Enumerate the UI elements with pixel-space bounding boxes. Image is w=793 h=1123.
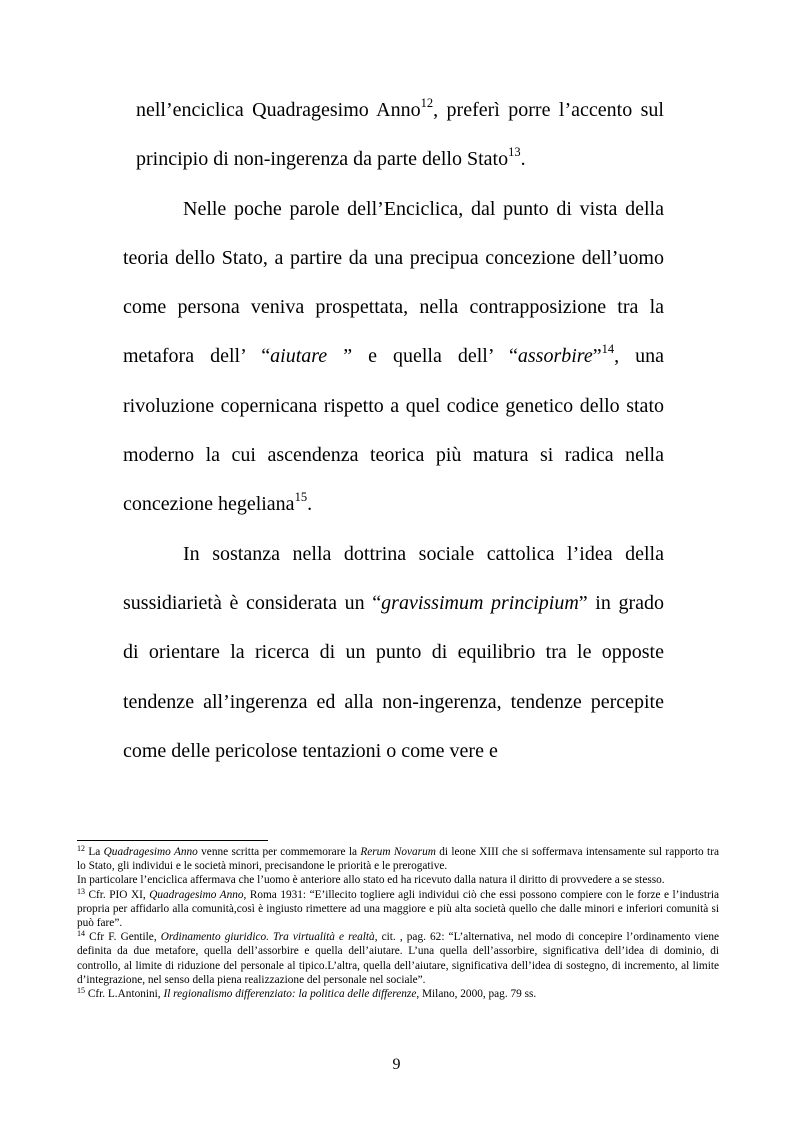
text-run: , Milano, 2000, pag. 79 ss. bbox=[416, 988, 537, 1001]
footnote-separator bbox=[77, 840, 268, 841]
text-run: nell’enciclica Quadragesimo Anno bbox=[136, 99, 421, 121]
footnote-14 bbox=[77, 930, 719, 987]
italic-title: Quadragesimo Anno bbox=[103, 846, 198, 858]
italic-title: Il regionalismo differenziato: la politica delle differenze bbox=[163, 988, 417, 1001]
text-run: , Roma 1931: “E’illecito togliere agli individui ciò che essi possono compiere con le forze e l’industria propria per affidarlo alla comunità,così è ingiusto rimettere ad una maggiore e più alta società quello che dalle minori e inferiori comunità si può fare”. bbox=[77, 888, 719, 930]
footnote-ref-15: 15 bbox=[294, 490, 308, 505]
text-run: Cfr. L.Antonini, bbox=[85, 988, 164, 1001]
footnote-number: 13 bbox=[77, 886, 85, 896]
text-run: ” in grado di orientare la ricerca di un punto di equilibrio tra le opposte tendenze all’ingerenza ed alla non-ingerenza, tendenze percepite come delle pericolose tentazioni o come vere e bbox=[123, 591, 665, 762]
paragraph-2 bbox=[123, 185, 664, 530]
text-run: , una rivoluzione copernicana rispetto a quel codice genetico dello stato moderno la cui ascendenza teorica più matura si radica nella concezione hegeliana bbox=[123, 345, 664, 516]
footnote-number: 12 bbox=[77, 844, 85, 853]
paragraph-1 bbox=[136, 86, 664, 185]
text-run: , preferì porre l’accento sul principio di non-ingerenza da parte dello Stato bbox=[136, 99, 664, 171]
text-run: In particolare l’enciclica affermava che l’uomo è anteriore allo stato ed ha ricevuto dalla natura il diritto di provvedere a se stesso. bbox=[77, 874, 665, 887]
text-run: Nelle poche parole dell’Enciclica, dal punto di vista della teoria dello Stato, a partire da una precipua concezione dell’uomo come persona veniva prospettata, nella contrapposizione tra la metafora dell’ “ bbox=[123, 197, 664, 368]
italic-title: Rerum Novarum bbox=[360, 846, 436, 858]
footnotes bbox=[77, 845, 719, 1001]
paragraph-3 bbox=[123, 530, 664, 776]
footnote-12-continuation bbox=[77, 873, 719, 887]
footnote-ref-13: 13 bbox=[508, 145, 521, 160]
italic-title: Ordinamento giuridico. Tra virtualità e realtà bbox=[160, 931, 375, 944]
text-run: . bbox=[520, 148, 526, 171]
text-run: Cfr. PIO XI, bbox=[85, 888, 150, 901]
text-run: ” e quella dell’ “ bbox=[343, 345, 518, 368]
text-run: ” bbox=[592, 345, 602, 368]
text-run: In sostanza nella dottrina sociale cattolica l’idea della sussidiarietà è considerata un “ bbox=[123, 542, 664, 614]
footnote-12 bbox=[77, 845, 719, 873]
page-number: 9 bbox=[392, 1056, 401, 1073]
italic-term: aiutare bbox=[270, 345, 344, 368]
text-run: venne scritta per commemorare la bbox=[197, 846, 361, 858]
quoted-paragraph-continuation bbox=[123, 86, 664, 185]
text-run: , cit. , pag. 62: “L’alternativa, nel modo di concepire l’ordinamento viene definita da due metafore, quella dell’assorbire e quella dell’aiutare. L’una quella dell’assorbire, significativa dell’idea di dominio, di controllo, al limite di riduzione del personale al tipico.L’altra, quella dell’aiutare, significativa dell’idea di sostegno, di incremento, al limite d’integrazione, nel senso della piena realizzazione del personale nel sociale”. bbox=[77, 931, 720, 986]
italic-term: assorbire bbox=[517, 345, 593, 368]
text-run: . bbox=[307, 493, 313, 516]
footnote-number: 15 bbox=[77, 986, 85, 996]
text-run: di leone XIII che si soffermava intensamente sul rapporto tra lo Stato, gli individui e le società minori, precisandone le priorità e le prerogative. bbox=[77, 846, 719, 873]
body-text bbox=[123, 86, 664, 776]
footnote-15 bbox=[77, 987, 719, 1001]
footnote-ref-14: 14 bbox=[601, 342, 615, 357]
footnote-13 bbox=[77, 888, 719, 931]
footnote-ref-12: 12 bbox=[420, 96, 434, 110]
text-run: Cfr F. Gentile, bbox=[85, 931, 161, 944]
italic-title: Quadragesimo Anno bbox=[149, 888, 244, 901]
footnote-number: 14 bbox=[77, 929, 85, 939]
italic-term: gravissimum principium bbox=[381, 591, 579, 614]
text-run: La bbox=[85, 846, 104, 858]
